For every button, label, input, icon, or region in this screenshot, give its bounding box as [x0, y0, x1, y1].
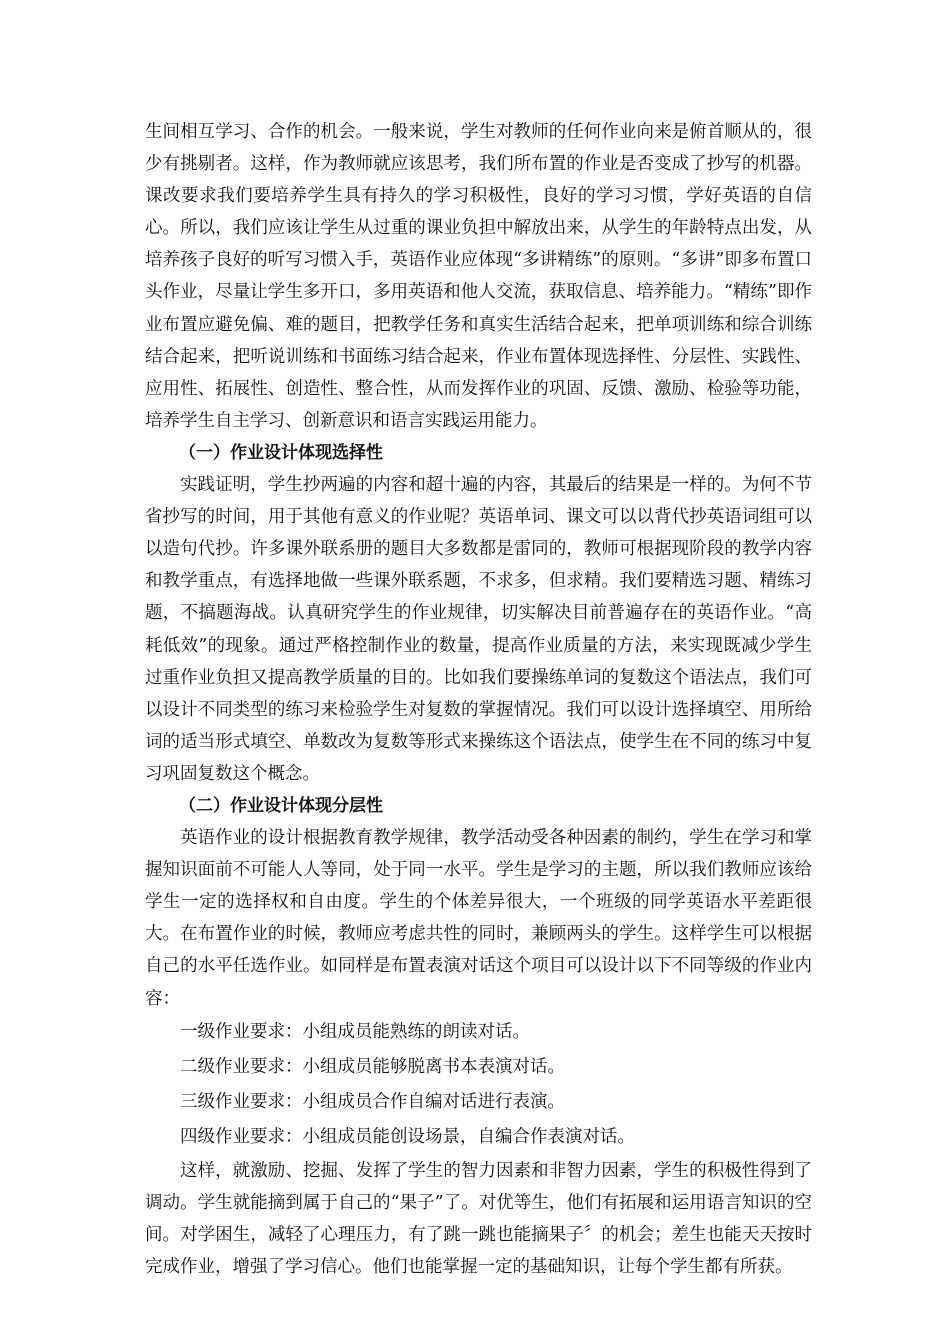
- level-item-4: 四级作业要求：小组成员能创设场景，自编合作表演对话。: [180, 1126, 635, 1147]
- closing-paragraph: 这样，就激励、挖掘、发挥了学生的智力因素和非智力因素，学生的积极性得到了调动。学生就能摘到属于自己的“果子”了。对优等生，他们有拓展和运用语言知识的空间。对学困生，减轻了心理压力，有了跳一跳也能摘果子〞的机会；差生也能天天按时完成作业，增强了学习信心。他们也能掌握一定的基础知识，让每个学生都有所获。: [145, 1160, 812, 1277]
- level-item-3: 三级作业要求：小组成员合作自编对话进行表演。: [180, 1091, 565, 1112]
- level-item-1: 一级作业要求：小组成员能熟练的朗读对话。: [180, 1021, 530, 1042]
- section-heading-layering: （二）作业设计体现分层性: [179, 795, 383, 816]
- intro-paragraph: 生间相互学习、合作的机会。一般来说，学生对教师的任何作业向来是俯首顺从的，很少有挑剔者。这样，作为教师就应该思考，我们所布置的作业是否变成了抄写的机器。课改要求我们要培养学生具有持久的学习积极性，良好的学习习惯，学好英语的自信心。所以，我们应该让学生从过重的课业负担中解放出来，从学生的年龄特点出发，从培养孩子良好的听写习惯入手，英语作业应体现“多讲精练”的原则。“多讲”即多布置口头作业，尽量让学生多开口，多用英语和他人交流，获取信息、培养能力。“精练”即作业布置应避免偏、难的题目，把教学任务和真实生活结合起来，把单项训练和综合训练结合起来，把听说训练和书面练习结合起来，作业布置体现选择性、分层性、实践性、应用性、拓展性、创造性、整合性，从而发挥作业的巩固、反馈、激励、检验等功能，培养学生自主学习、创新意识和语言实践运用能力。: [145, 122, 812, 431]
- section-paragraph-selectivity: 实践证明，学生抄两遍的内容和超十遍的内容，其最后的结果是一样的。为何不节省抄写的时间，用于其他有意义的作业呢？英语单词、课文可以以背代抄英语词组可以以造句代抄。许多课外联系册的题目大多数都是雷同的，教师可根据现阶段的教学内容和教学重点，有选择地做一些课外联系题，不求多，但求精。我们要精选习题、精练习题，不搞题海战。认真研究学生的作业规律，切实解决目前普遍存在的英语作业。“高耗低效”的现象。通过严格控制作业的数量，提高作业质量的方法，来实现既减少学生过重作业负担又提高教学质量的目的。比如我们要操练单词的复数这个语法点，我们可以设计不同类型的练习来检验学生对复数的掌握情况。我们可以设计选择填空、用所给词的适当形式填空、单数改为复数等形式来操练这个语法点，使学生在不同的练习中复习巩固复数这个概念。: [145, 475, 812, 784]
- assignment-level-list: [145, 1015, 812, 1155]
- level-item-2: 二级作业要求：小组成员能够脱离书本表演对话。: [180, 1056, 565, 1077]
- section-heading-selectivity: （一）作业设计体现选择性: [179, 442, 383, 463]
- section-paragraph-layering: 英语作业的设计根据教育教学规律，教学活动受各种因素的制约，学生在学习和掌握知识面前不可能人人等同，处于同一水平。学生是学习的主题，所以我们教师应该给学生一定的选择权和自由度。学生的个体差异很大，一个班级的同学英语水平差距很大。在布置作业的时候，教师应考虑共性的同时，兼顾两头的学生。这样学生可以根据自己的水平任选作业。如同样是布置表演对话这个项目可以设计以下不同等级的作业内容：: [145, 828, 812, 1009]
- document-body: [145, 116, 812, 1283]
